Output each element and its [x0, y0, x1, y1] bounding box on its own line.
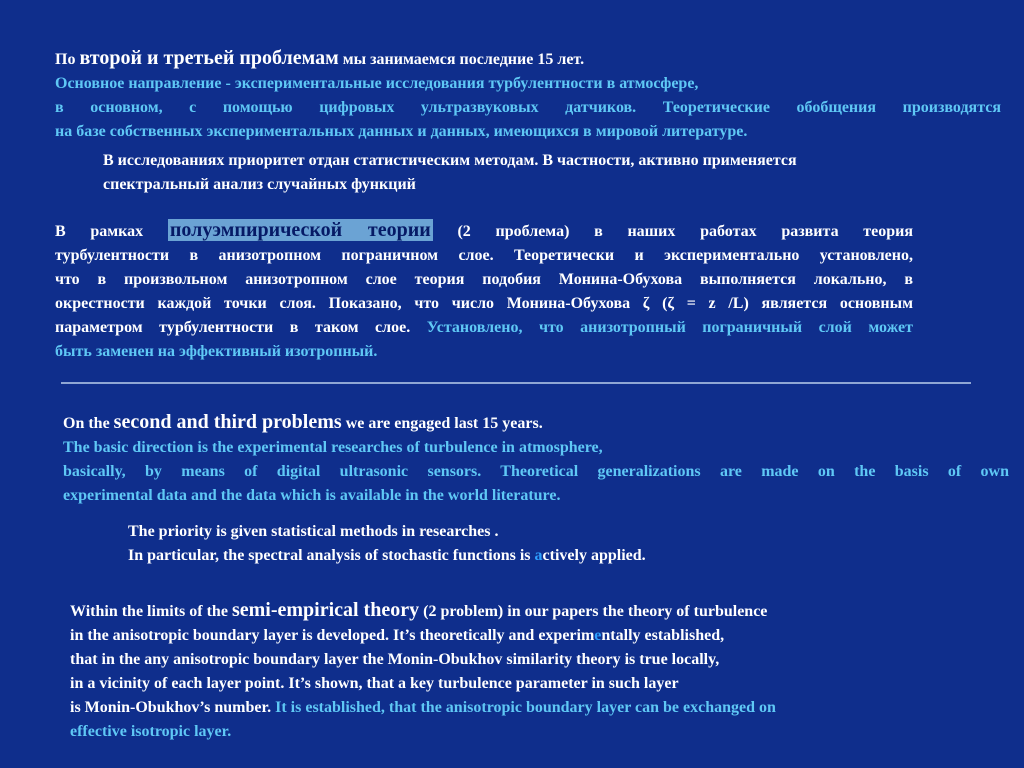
ru-p3-line5: параметром турбулентности в таком слое. Установлено, что анизотропный пограничный слой может: [55, 319, 913, 336]
ru-p1-line4: на базе собственных экспериментальных данных и данных, имеющихся в мировой литературе.: [55, 123, 748, 140]
ru-p3-line4: окрестности каждой точки слоя. Показано, что число Монина-Обухова ζ (ζ = z /L) является основным: [55, 295, 913, 312]
ru-paragraph-1: [55, 46, 1001, 144]
en-p1-emphasis: second and third problems: [113, 411, 342, 433]
en-p2-line1: The priority is given statistical methods in researches .: [128, 523, 499, 540]
en-paragraph-3: [70, 598, 962, 744]
en-p3-line2: in the anisotropic boundary layer is developed. It’s theoretically and experimentally established,: [70, 627, 725, 644]
ru-p3-line2: турбулентности в анизотропном пограничном слое. Теоретически и экспериментально установлено,: [55, 247, 913, 264]
en-p3-emphasis: semi-empirical theory: [231, 599, 420, 621]
en-p3-line3: that in the any anisotropic boundary layer the Monin-Obukhov similarity theory is true locally,: [70, 651, 720, 668]
ru-paragraph-2: [103, 149, 983, 197]
en-p1-line4: experimental data and the data which is available in the world literature.: [63, 487, 561, 504]
en-p3-line5: is Monin-Obukhov’s number. It is established, that the anisotropic boundary layer can be exchanged on: [70, 699, 776, 716]
ru-p2-line1: В исследованиях приоритет отдан статистическим методам. В частности, активно применяется: [103, 152, 797, 169]
en-paragraph-2: [128, 520, 928, 568]
ru-p1-line3: в основном, с помощью цифровых ультразвуковых датчиков. Теоретические обобщения производятся: [55, 99, 1001, 116]
en-paragraph-1: [63, 410, 1009, 508]
en-p3-line4: in a vicinity of each layer point. It’s shown, that a key turbulence parameter in such layer: [70, 675, 679, 692]
ru-paragraph-3: [55, 218, 913, 364]
en-p3-line6: effective isotropic layer.: [70, 723, 232, 740]
en-p3-line1: Within the limits of the semi-empirical theory (2 problem) in our papers the theory of turbulence: [70, 599, 768, 621]
ru-p1-emphasis: второй и третьей проблемам: [79, 47, 339, 69]
ru-p3-line6: быть заменен на эффективный изотропный.: [55, 343, 378, 360]
ru-p3-highlight: полуэмпирической теории: [169, 219, 431, 241]
ru-p1-line2: Основное направление - экспериментальные исследования турбулентности в атмосфере,: [55, 75, 699, 92]
en-p1-line2: The basic direction is the experimental researches of turbulence in atmosphere,: [63, 439, 603, 456]
separator-line: [61, 382, 971, 384]
ru-p1-line1: По второй и третьей проблемам мы занимаемся последние 15 лет.: [55, 47, 585, 69]
ru-p3-line1: В рамках полуэмпирической теории (2 проблема) в наших работах развита теория: [55, 219, 914, 241]
en-p2-line2: In particular, the spectral analysis of stochastic functions is actively applied.: [128, 547, 646, 564]
ru-p3-line3: что в произвольном анизотропном слое теория подобия Монина-Обухова выполняется локально, в: [55, 271, 913, 288]
en-p1-line1: On the second and third problems we are engaged last 15 years.: [63, 411, 543, 433]
en-p1-line3: basically, by means of digital ultrasonic sensors. Theoretical generalizations are made on the basis of own: [63, 463, 1009, 480]
ru-p2-line2: спектральный анализ случайных функций: [103, 176, 416, 193]
